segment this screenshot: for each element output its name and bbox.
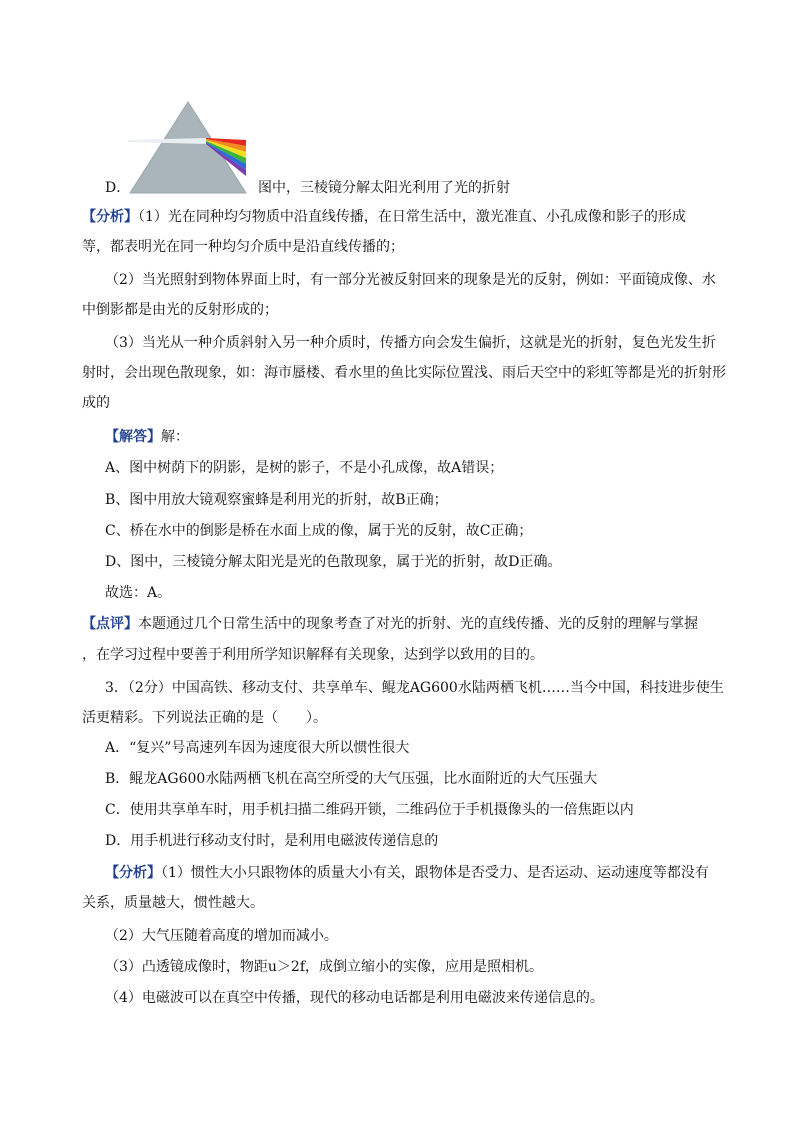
analysis-3-line-1: 【分析】（1）惯性大小只跟物体的质量大小有关，跟物体是否受力、是否运动、运动速度等都没有 xyxy=(105,865,709,881)
option-d-text: 图中，三棱镜分解太阳光利用了光的折射 xyxy=(258,180,510,196)
question-3-option-a: A．“复兴”号高速列车因为速度很大所以惯性很大 xyxy=(105,740,410,756)
analysis-1-line-5: （3）当光从一种介质斜射入另一种介质时，传播方向会发生偏折，这就是光的折射，复色光发生折 xyxy=(105,335,716,351)
analysis-tag: 【分析】 xyxy=(105,865,161,881)
answer-1-d: D、图中，三棱镜分解太阳光是光的色散现象，属于光的折射，故D正确。 xyxy=(105,554,562,570)
answer-1-b: B、图中用放大镜观察蜜蜂是利用光的折射，故B正确； xyxy=(105,492,448,508)
analysis-1-line-3: （2）当光照射到物体界面上时，有一部分光被反射回来的现象是光的反射，例如：平面镜成像、水 xyxy=(105,272,716,288)
question-3-option-c: C．使用共享单车时，用手机扫描二维码开锁，二维码位于手机摄像头的一倍焦距以内 xyxy=(105,802,634,818)
answer-1-choice: 故选：A。 xyxy=(105,585,172,601)
analysis-3-line-5: （4）电磁波可以在真空中传播，现代的移动电话都是利用电磁波来传递信息的。 xyxy=(105,990,604,1006)
answer-1-c: C、桥在水中的倒影是桥在水面上成的像，属于光的反射，故C正确； xyxy=(105,523,533,539)
option-d-label: D． xyxy=(105,180,131,196)
analysis-3-line-2: 关系，质量越大，惯性越大。 xyxy=(82,895,264,911)
question-3-option-b: B．鲲龙AG600水陆两栖飞机在高空所受的大气压强，比水面附近的大气压强大 xyxy=(105,771,598,787)
analysis-1-line-2: 等，都表明光在同一种均匀介质中是沿直线传播的； xyxy=(82,239,404,255)
question-3-option-d: D．用手机进行移动支付时，是利用电磁波传递信息的 xyxy=(105,833,439,849)
comment-1-line-1: 【点评】本题通过几个日常生活中的现象考查了对光的折射、光的直线传播、光的反射的理解与掌握 xyxy=(82,616,698,632)
analysis-1-line-7: 成的 xyxy=(82,395,110,411)
question-3-stem-2: 活更精彩。下列说法正确的是（ ）。 xyxy=(82,710,327,726)
answer-tag: 【解答】 xyxy=(105,429,161,445)
comment-1-line-2: ，在学习过程中要善于利用所学知识解释有关现象，达到学以致用的目的。 xyxy=(82,647,544,663)
answer-1-a: A、图中树荫下的阴影，是树的影子，不是小孔成像，故A错误； xyxy=(105,460,504,476)
analysis-1-line-4: 中倒影都是由光的反射形成的； xyxy=(82,302,278,318)
analysis-3-line-4: （3）凸透镜成像时，物距u＞2f，成倒立缩小的实像，应用是照相机。 xyxy=(105,959,544,975)
analysis-1-line-1: 【分析】（1）光在同种均匀物质中沿直线传播，在日常生活中，激光准直、小孔成像和影子的形成 xyxy=(82,209,686,225)
analysis-3-line-3: （2）大气压随着高度的增加而减小。 xyxy=(105,928,338,944)
analysis-tag: 【分析】 xyxy=(82,209,138,225)
question-3-stem-1: 3．（2分）中国高铁、移动支付、共享单车、鲲龙AG600水陆两栖飞机……当今中国，科技进步使生 xyxy=(105,680,724,696)
answer-1-head: 【解答】解： xyxy=(105,429,189,445)
comment-tag: 【点评】 xyxy=(82,616,138,632)
prism-figure xyxy=(128,100,250,195)
analysis-1-line-6: 射时，会出现色散现象，如：海市蜃楼、看水里的鱼比实际位置浅、雨后天空中的彩虹等都是光的折射形 xyxy=(82,365,726,381)
